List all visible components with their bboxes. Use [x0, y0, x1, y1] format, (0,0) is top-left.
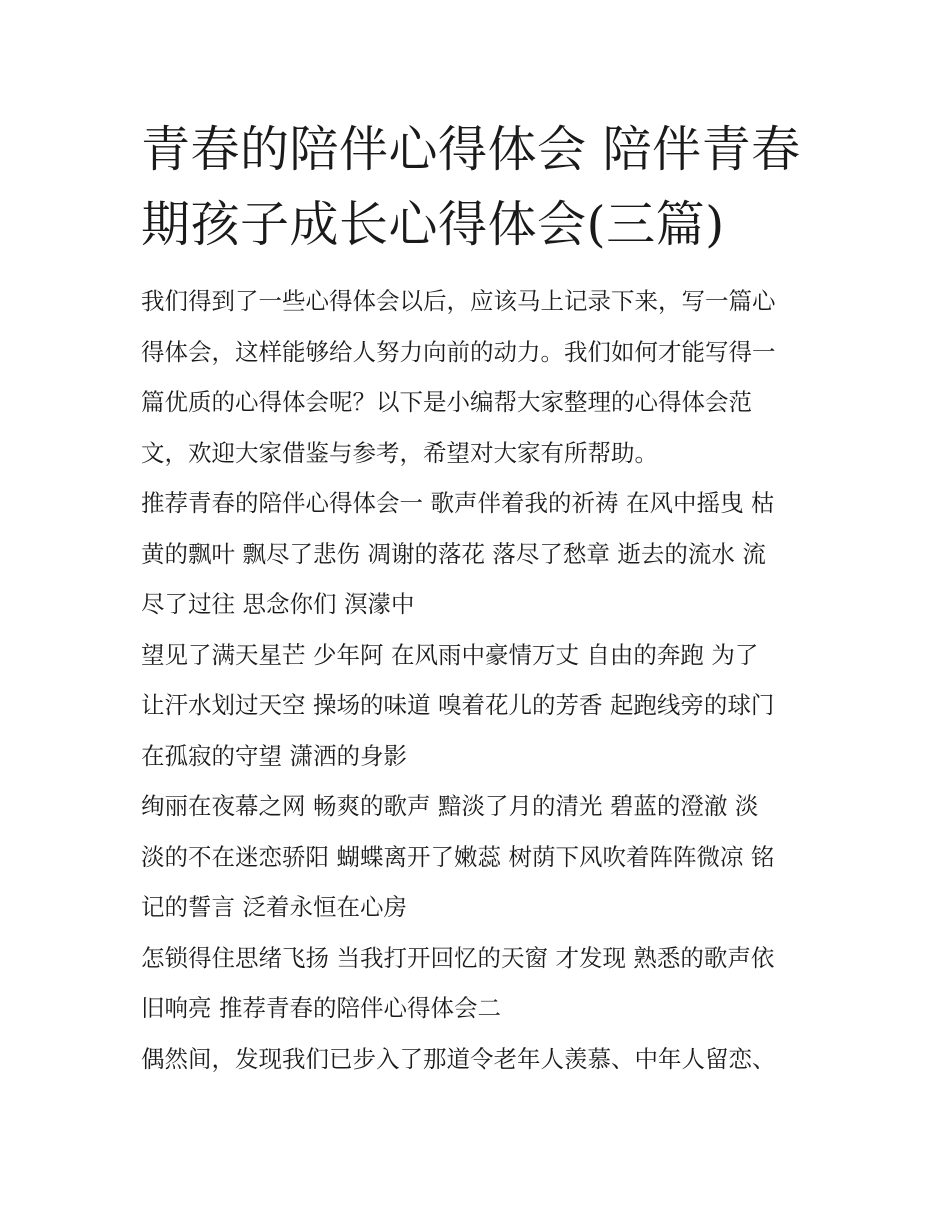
poem-paragraph: [141, 630, 821, 782]
title-line: 期孩子成长心得体会(三篇): [141, 196, 725, 253]
text-line: 篇优质的心得体会呢？以下是小编帮大家整理的心得体会范: [141, 388, 752, 416]
document-title: [141, 112, 821, 262]
text-line: 淡的不在迷恋骄阳 蝴蝶离开了嫩蕊 树荫下风吹着阵阵微凉 铭: [141, 842, 775, 871]
essay-paragraph: [141, 1034, 821, 1085]
text-line: 尽了过往 思念你们 溟濛中: [141, 590, 415, 618]
text-line: 让汗水划过天空 操场的味道 嗅着花儿的芳香 起跑线旁的球门: [141, 691, 775, 719]
text-line: 我们得到了一些心得体会以后，应该马上记录下来，写一篇心: [141, 287, 776, 315]
text-line: 推荐青春的陪伴心得体会一 歌声伴着我的祈祷 在风中摇曳 枯: [141, 489, 775, 517]
text-line: 记的誓言 泛着永恒在心房: [141, 893, 407, 921]
text-line: 在孤寂的守望 潇洒的身影: [141, 741, 407, 770]
poem-paragraph: [141, 478, 821, 630]
text-line: 怎锁得住思绪飞扬 当我打开回忆的天窗 才发现 熟悉的歌声依: [141, 943, 775, 972]
title-line: 青春的陪伴心得体会 陪伴青春: [141, 121, 801, 178]
poem-paragraph: [141, 933, 821, 1034]
intro-paragraph: [141, 276, 821, 478]
text-line: 旧响亮 推荐青春的陪伴心得体会二: [141, 994, 501, 1022]
text-line: 黄的飘叶 飘尽了悲伤 凋谢的落花 落尽了愁章 逝去的流水 流: [141, 539, 766, 568]
text-line: 得体会，这样能够给人努力向前的动力。我们如何才能写得一: [141, 337, 776, 366]
poem-paragraph: [141, 781, 821, 933]
document-page: [141, 112, 821, 1084]
text-line: 绚丽在夜幕之网 畅爽的歌声 黯淡了月的清光 碧蓝的澄澈 淡: [141, 792, 759, 820]
text-line: 望见了满天星芒 少年阿 在风雨中豪情万丈 自由的奔跑 为了: [141, 640, 759, 669]
text-line: 文，欢迎大家借鉴与参考，希望对大家有所帮助。: [141, 438, 658, 467]
text-line: 偶然间，发现我们已步入了那道令老年人羡慕、中年人留恋、: [141, 1044, 776, 1073]
